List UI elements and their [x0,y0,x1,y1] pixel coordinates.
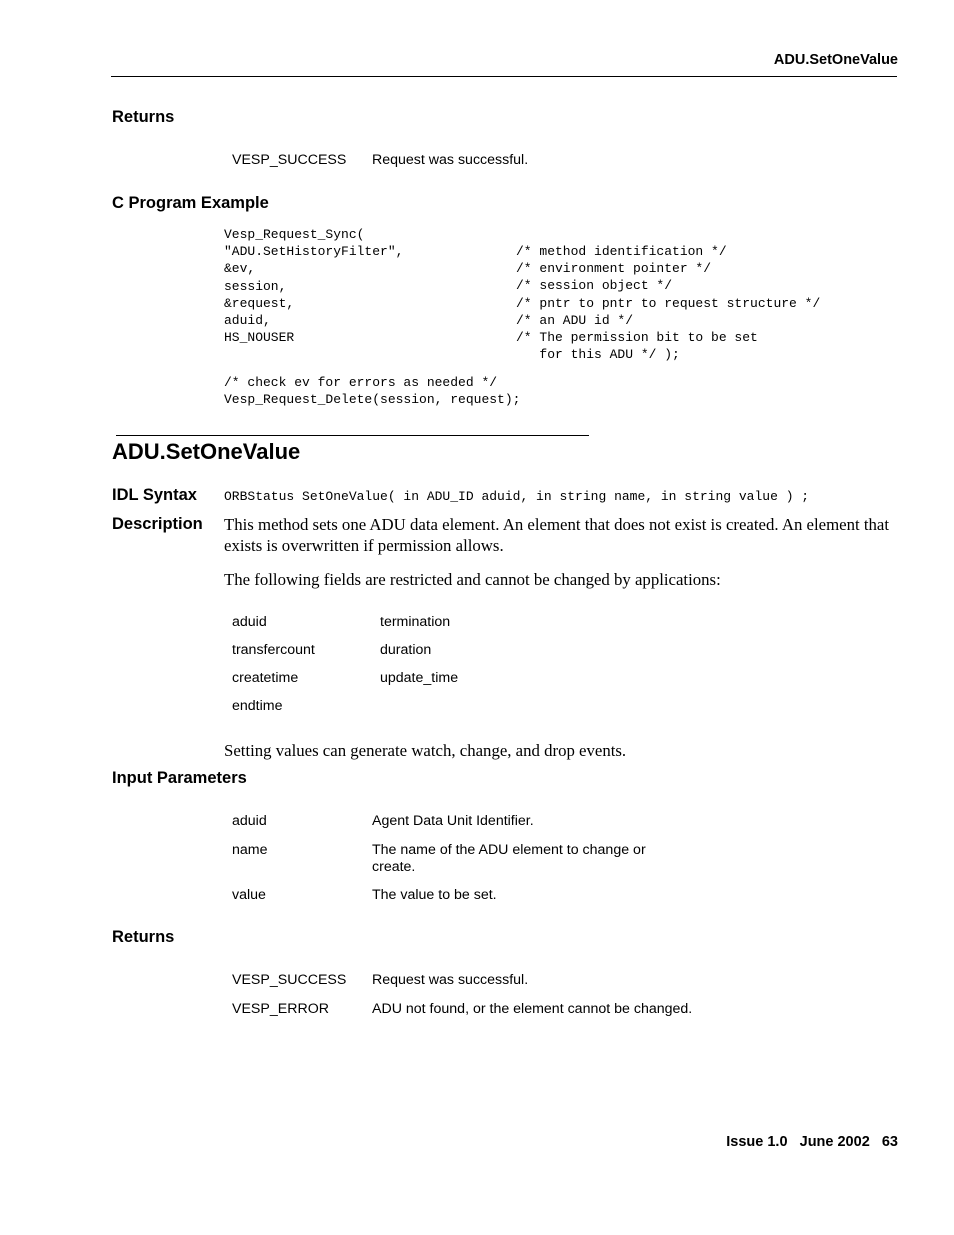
code-line: /* check ev for errors as needed */ [224,375,498,390]
section-rule [116,435,589,436]
restricted-field: createtime [232,670,299,686]
code-line: Vesp_Request_Delete(session, request); [224,392,521,408]
restricted-field: transfercount [232,642,315,658]
code-comment: /* session object */ [516,278,673,294]
param-name: aduid [232,813,267,829]
idl-syntax-label: IDL Syntax [112,486,197,504]
code-line: aduid, [224,313,271,329]
description-paragraph-3: Setting values can generate watch, change, and drop events. [224,741,627,760]
restricted-field: endtime [232,698,283,714]
code-comment-column [516,243,820,363]
method-title: ADU.SetOneValue [112,439,301,464]
footer-issue: Issue 1.0 [726,1134,788,1150]
footer-date: June 2002 [799,1134,870,1150]
running-head-title: ADU.SetOneValue [773,52,898,68]
code-line: &request, [224,295,295,311]
returns-2-code: VESP_ERROR [232,1001,329,1017]
code-tail [224,374,520,408]
restricted-field: update_time [380,670,459,686]
page-number: 63 [881,1134,898,1150]
code-comment: /* method identification */ [516,244,727,259]
code-line: Vesp_Request_Sync( [224,227,365,242]
returns-1-desc: Request was successful. [372,152,529,168]
description-paragraph-2: The following fields are restricted and cannot be changed by applications: [224,570,721,589]
code-left-column [224,226,403,346]
returns-heading-1: Returns [112,108,175,126]
code-comment: /* The permission bit to be set [516,330,758,346]
restricted-field: aduid [232,614,267,630]
returns-2-desc: ADU not found, or the element cannot be changed. [372,1001,693,1017]
description-paragraph-1: This method sets one ADU data element. An element that does not exist is created. An element that exists is overwritten if permission allows. [224,515,890,555]
input-parameters-heading: Input Parameters [112,769,247,787]
idl-syntax-text: ORBStatus SetOneValue( in ADU_ID aduid, in string name, in string value ) ; [224,489,810,504]
param-name: name [232,842,268,858]
code-comment: /* an ADU id */ [516,312,634,328]
param-desc: The name of the ADU element to change or create. [372,842,646,875]
returns-1-code: VESP_SUCCESS [232,152,347,168]
param-desc: Agent Data Unit Identifier. [372,813,534,829]
returns-2-desc: Request was successful. [372,972,529,988]
code-comment: for this ADU */ ); [516,347,680,363]
header-rule [111,76,897,77]
code-line: &ev, [224,261,256,277]
c-example-heading: C Program Example [112,194,269,212]
code-comment: /* environment pointer */ [516,261,712,277]
param-name: value [232,887,266,903]
restricted-field: termination [380,614,451,630]
page-footer [726,1134,898,1150]
code-line: HS_NOUSER [224,330,295,346]
code-line: session, [224,278,287,294]
param-desc: The value to be set. [372,887,497,903]
returns-heading-2: Returns [112,928,175,946]
restricted-field: duration [380,642,432,658]
returns-2-code: VESP_SUCCESS [232,972,347,988]
code-comment: /* pntr to pntr to request structure */ [516,295,821,311]
code-line: "ADU.SetHistoryFilter", [224,244,404,260]
description-label: Description [112,515,203,533]
